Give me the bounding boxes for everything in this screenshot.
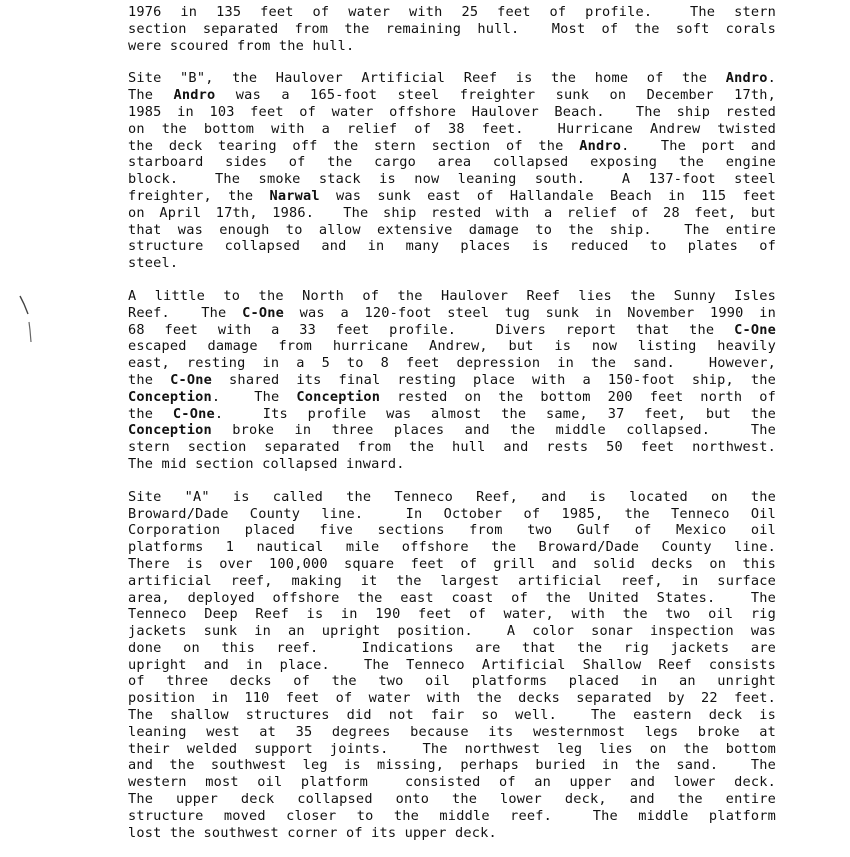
text-segment: A little to the North of the Haulover Reef lies the Sunny Isles xyxy=(128,287,776,304)
text-segment: jackets sunk in an upright position. A color sonar inspection was xyxy=(128,623,776,640)
text-line xyxy=(128,406,776,423)
text-segment: Reef. The xyxy=(128,304,243,321)
text-line xyxy=(128,238,776,255)
text-line xyxy=(128,690,776,707)
text-segment: rested on the bottom 200 feet north of xyxy=(380,388,776,405)
text-segment: . xyxy=(767,70,776,87)
text-segment: the deck tearing off the stern section of the xyxy=(128,137,580,154)
text-segment: upright and in place. The Tenneco Artificial Shallow Reef consists xyxy=(128,656,776,673)
text-segment: 1985 in 103 feet of water offshore Haulover Beach. The ship rested xyxy=(128,103,776,120)
text-line xyxy=(128,825,776,842)
text-segment: western most oil platform consisted of an upper and lower deck. xyxy=(128,774,776,791)
vessel-name: C-One xyxy=(242,304,284,321)
text-segment: and the southwest leg is missing, perhaps buried in the sand. The xyxy=(128,757,776,774)
text-segment: The shallow structures did not fair so well. The eastern deck is xyxy=(128,707,776,724)
paragraph xyxy=(128,489,776,842)
text-line xyxy=(128,87,776,104)
text-line xyxy=(128,640,776,657)
text-segment: that was enough to allow extensive damage to the ship. The entire xyxy=(128,221,776,238)
text-segment: area, deployed offshore the east coast of the United States. The xyxy=(128,589,776,606)
vessel-name: C-One xyxy=(170,371,213,388)
text-line xyxy=(128,255,776,272)
text-line xyxy=(128,38,776,55)
text-line xyxy=(128,707,776,724)
text-segment: artificial reef, making it the largest artificial reef, in surface xyxy=(128,572,776,589)
text-line xyxy=(128,154,776,171)
paragraph xyxy=(128,4,776,54)
vessel-name: Andro xyxy=(579,137,622,154)
text-segment: was a 120-foot steel tug sunk in November 1990 in xyxy=(283,304,776,321)
text-segment: Tenneco Deep Reef is in 190 feet of water, with the two oil rig xyxy=(128,606,776,623)
text-segment: Broward/Dade County line. In October of 1985, the Tenneco Oil xyxy=(128,505,776,522)
document-body xyxy=(128,4,776,857)
text-segment: were scoured from the hull. xyxy=(128,37,355,54)
text-line xyxy=(128,724,776,741)
text-segment: escaped damage from hurricane Andrew, but is now listing heavily xyxy=(128,338,776,355)
text-line xyxy=(128,205,776,222)
text-line xyxy=(128,774,776,791)
vessel-name: C-One xyxy=(172,405,215,422)
text-segment: starboard sides of the cargo area collapsed exposing the engine xyxy=(128,154,776,171)
text-segment: east, resting in a 5 to 8 feet depression in the sand. However, xyxy=(128,355,776,372)
text-segment: freighter, the xyxy=(128,187,270,204)
text-segment: their welded support joints. The northwest leg lies on the bottom xyxy=(128,740,776,757)
text-segment: The upper deck collapsed onto the lower deck, and the entire xyxy=(128,791,776,808)
text-line xyxy=(128,657,776,674)
text-line xyxy=(128,171,776,188)
text-segment: was a 165-foot steel freighter sunk on December 17th, xyxy=(215,87,776,104)
text-line xyxy=(128,539,776,556)
text-line xyxy=(128,288,776,305)
text-line xyxy=(128,121,776,138)
vessel-name: Conception xyxy=(128,422,212,439)
text-segment: block. The smoke stack is now leaning south. A 137-foot steel xyxy=(128,171,776,188)
text-segment: . The port and xyxy=(621,137,777,154)
text-line xyxy=(128,456,776,473)
vessel-name: Andro xyxy=(725,70,768,87)
vessel-name: C-One xyxy=(734,321,776,338)
text-segment: . Its profile was almost the same, 37 feet, but the xyxy=(214,405,776,422)
vessel-name: Andro xyxy=(173,87,216,104)
text-line xyxy=(128,741,776,758)
text-line xyxy=(128,489,776,506)
text-segment: platforms 1 nautical mile offshore the Broward/Dade County line. xyxy=(128,539,776,556)
text-segment: on the bottom with a relief of 38 feet. Hurricane Andrew twisted xyxy=(128,120,776,137)
text-line xyxy=(128,322,776,339)
text-segment: the xyxy=(128,371,171,388)
text-line xyxy=(128,4,776,21)
paragraph xyxy=(128,288,776,473)
text-line xyxy=(128,188,776,205)
text-segment: of three decks of the two oil platforms placed in an unright xyxy=(128,673,776,690)
paragraph xyxy=(128,70,776,272)
text-segment: the xyxy=(128,405,173,422)
text-segment: The xyxy=(128,87,174,104)
text-segment: 68 feet with a 33 feet profile. Divers report that the xyxy=(128,321,735,338)
text-line xyxy=(128,556,776,573)
text-line xyxy=(128,104,776,121)
text-segment: done on this reef. Indications are that the rig jackets are xyxy=(128,639,776,656)
text-segment: Site "B", the Haulover Artificial Reef is the home of the xyxy=(128,70,726,87)
text-segment: . The xyxy=(211,388,297,405)
text-line xyxy=(128,138,776,155)
text-line xyxy=(128,791,776,808)
text-segment: 1976 in 135 feet of water with 25 feet of profile. The stern xyxy=(128,4,776,20)
text-segment: was sunk east of Hallandale Beach in 115 feet xyxy=(319,187,777,204)
vessel-name: Conception xyxy=(128,388,212,405)
text-segment: structure moved closer to the middle reef. The middle platform xyxy=(128,807,776,824)
text-line xyxy=(128,372,776,389)
text-segment: shared its final resting place with a 150-foot ship, the xyxy=(212,371,776,388)
text-line xyxy=(128,305,776,322)
text-segment: on April 17th, 1986. The ship rested with a relief of 28 feet, but xyxy=(128,204,776,221)
text-segment: leaning west at 35 degrees because its westernmost legs broke at xyxy=(128,723,776,740)
text-segment: section separated from the remaining hull. Most of the soft corals xyxy=(128,20,776,37)
text-line xyxy=(128,222,776,239)
text-line xyxy=(128,21,776,38)
text-segment: lost the southwest corner of its upper deck. xyxy=(128,824,497,841)
text-segment: stern section separated from the hull and rests 50 feet northwest. xyxy=(128,439,776,456)
text-line xyxy=(128,590,776,607)
text-line xyxy=(128,522,776,539)
text-line xyxy=(128,439,776,456)
text-line xyxy=(128,673,776,690)
text-segment: Corporation placed five sections from two Gulf of Mexico oil xyxy=(128,522,776,539)
text-line xyxy=(128,70,776,87)
text-line xyxy=(128,355,776,372)
text-line xyxy=(128,757,776,774)
text-line xyxy=(128,606,776,623)
text-segment: position in 110 feet of water with the decks separated by 22 feet. xyxy=(128,690,776,707)
text-segment: structure collapsed and in many places is reduced to plates of xyxy=(128,238,776,255)
text-line xyxy=(128,808,776,825)
text-line xyxy=(128,623,776,640)
vessel-name: Narwal xyxy=(269,187,320,204)
text-line xyxy=(128,506,776,523)
text-line xyxy=(128,573,776,590)
text-segment: The mid section collapsed inward. xyxy=(128,455,405,472)
text-segment: broke in three places and the middle collapsed. The xyxy=(211,422,776,439)
text-segment: Site "A" is called the Tenneco Reef, and is located on the xyxy=(128,488,776,505)
text-segment: steel. xyxy=(128,255,179,272)
text-line xyxy=(128,422,776,439)
text-line xyxy=(128,338,776,355)
scan-artifact-mark xyxy=(14,292,40,352)
vessel-name: Conception xyxy=(296,388,381,405)
text-line xyxy=(128,389,776,406)
text-segment: There is over 100,000 square feet of grill and solid decks on this xyxy=(128,555,776,572)
